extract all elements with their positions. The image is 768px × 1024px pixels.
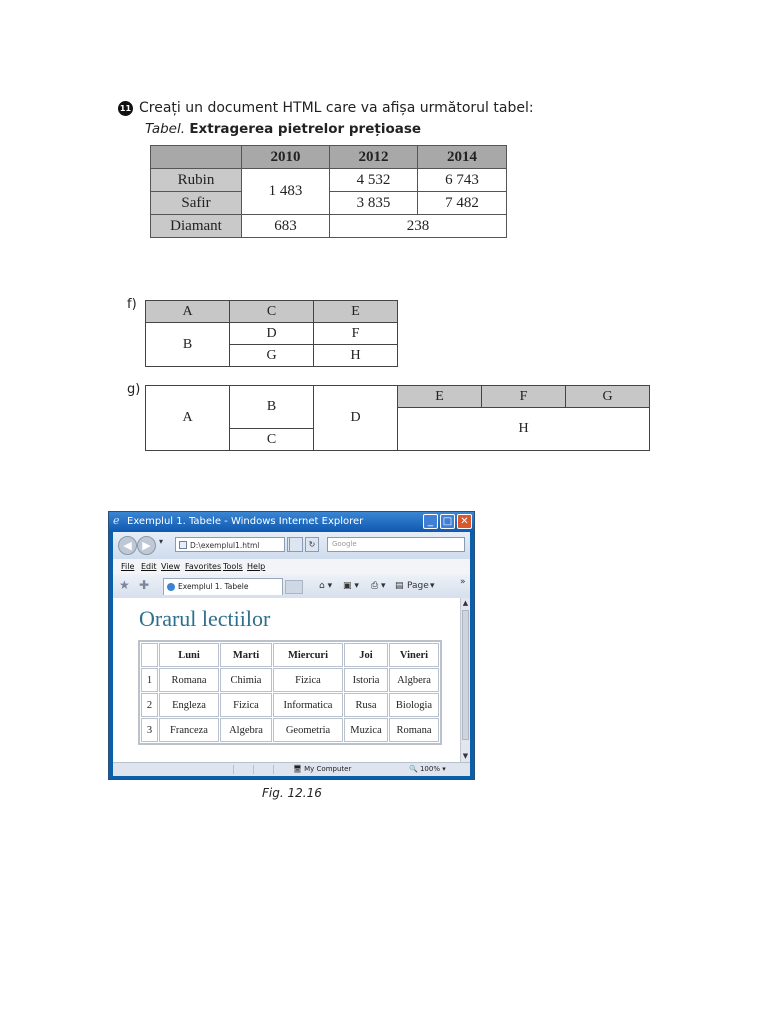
table-cell: Fizica	[220, 693, 272, 717]
table-row	[151, 146, 507, 169]
table-cell: Chimia	[220, 668, 272, 692]
table-cell: A	[146, 301, 230, 323]
spacer	[289, 537, 303, 552]
row-header-rubin: Rubin	[151, 169, 242, 192]
table-f	[145, 300, 398, 367]
scroll-down-icon[interactable]: ▼	[462, 752, 469, 760]
search-input[interactable]: Google	[327, 537, 465, 552]
table-cell: Informatica	[273, 693, 343, 717]
table-cell: Muzica	[344, 718, 388, 742]
exercise-number-badge: 11	[118, 101, 133, 116]
table-cell: Algebra	[220, 718, 272, 742]
page-icon	[179, 541, 187, 549]
page-menu-icon[interactable]: ▤	[395, 581, 404, 591]
day-header: Miercuri	[273, 643, 343, 667]
page-heading: Orarul lectiilor	[139, 606, 271, 631]
window-title: Exemplul 1. Tabele - Windows Internet Explorer	[127, 516, 364, 527]
table-cell: 6 743	[418, 169, 507, 192]
row-header-diamant: Diamant	[151, 215, 242, 238]
table-cell	[141, 643, 158, 667]
address-text: D:\exemplul1.html	[190, 541, 260, 550]
figure-caption: Fig. 12.16	[262, 786, 322, 800]
table-cell: B	[230, 386, 314, 429]
table-cell: Fizica	[273, 668, 343, 692]
table-row	[151, 215, 507, 238]
table-row	[151, 169, 507, 192]
status-bar	[113, 762, 470, 776]
menu-help[interactable]: Help	[247, 562, 266, 571]
table-cell: 7 482	[418, 192, 507, 215]
exercise-11-header	[118, 100, 534, 116]
menu-tools[interactable]: Tools	[223, 562, 243, 571]
table-cell: Biologia	[389, 693, 439, 717]
close-button[interactable]: ✕	[457, 514, 472, 529]
year-header: 2014	[418, 146, 507, 169]
table-cell: H	[314, 345, 398, 367]
table-row	[146, 386, 650, 408]
print-icon[interactable]: ⎙ ▾	[371, 581, 386, 591]
table-cell: E	[398, 386, 482, 408]
browser-body	[113, 532, 470, 775]
menu-edit[interactable]: Edit	[141, 562, 157, 571]
vertical-scrollbar[interactable]	[460, 598, 470, 762]
table-cell: Romana	[159, 668, 219, 692]
back-button[interactable]: ◀	[118, 536, 137, 555]
exercise-11-instruction: Creați un document HTML care va afișa următorul tabel:	[139, 100, 534, 116]
zoom-level: 100%	[419, 765, 440, 773]
status-divider	[253, 765, 254, 774]
table-cell: D	[230, 323, 314, 345]
table-cell: A	[146, 386, 230, 451]
tab-bar	[113, 574, 470, 598]
browser-window	[108, 511, 475, 780]
forward-button[interactable]: ▶	[137, 536, 156, 555]
toolbar-overflow-icon[interactable]: »	[460, 577, 466, 587]
empty-header-cell	[151, 146, 242, 169]
address-input[interactable]	[175, 537, 285, 552]
minimize-button[interactable]: _	[423, 514, 438, 529]
table-g	[145, 385, 650, 451]
table-cell: G	[230, 345, 314, 367]
day-header: Vineri	[389, 643, 439, 667]
security-zone: 🖥 My Computer	[293, 765, 352, 773]
table-cell: Geometria	[273, 718, 343, 742]
table-cell: G	[566, 386, 650, 408]
table-row	[141, 668, 439, 692]
table-cell: B	[146, 323, 230, 367]
ie-tab-icon	[167, 583, 175, 591]
menu-view[interactable]: View	[161, 562, 180, 571]
favorites-star-icon[interactable]: ★	[119, 578, 130, 592]
table-caption	[145, 121, 421, 137]
row-header-safir: Safir	[151, 192, 242, 215]
address-toolbar	[113, 532, 470, 559]
page-dropdown-icon[interactable]: ▾	[430, 581, 435, 591]
year-header: 2010	[242, 146, 330, 169]
exercise-11	[118, 100, 534, 116]
menu-file[interactable]: File	[121, 562, 135, 571]
table-cell: F	[314, 323, 398, 345]
year-header: 2012	[330, 146, 418, 169]
exercise-f-label: f)	[127, 297, 137, 312]
day-header: Marti	[220, 643, 272, 667]
tab-label: Exemplul 1. Tabele	[178, 582, 249, 591]
table-row	[146, 323, 398, 345]
table-cell: C	[230, 301, 314, 323]
menu-favorites[interactable]: Favorites	[185, 562, 222, 571]
row-number: 2	[141, 693, 158, 717]
caption-title: Extragerea pietrelor prețioase	[189, 121, 422, 137]
ie-logo-icon: ℯ	[113, 514, 120, 527]
table-cell: E	[314, 301, 398, 323]
security-zone-label: My Computer	[304, 765, 352, 773]
merged-cell-2012-2014: 238	[330, 215, 507, 238]
gemstones-table	[150, 145, 507, 238]
browser-title-bar	[109, 512, 474, 532]
status-divider	[273, 765, 274, 774]
status-divider	[233, 765, 234, 774]
new-tab-button[interactable]	[285, 580, 303, 594]
table-row	[141, 643, 439, 667]
scroll-thumb[interactable]	[462, 610, 469, 740]
table-cell: 3 835	[330, 192, 418, 215]
table-row	[141, 718, 439, 742]
caption-prefix: Tabel.	[145, 121, 186, 137]
menu-bar	[113, 559, 470, 574]
page-content	[113, 598, 460, 762]
scroll-up-icon[interactable]: ▲	[462, 599, 469, 607]
exercise-g-label: g)	[127, 382, 141, 397]
table-cell: Engleza	[159, 693, 219, 717]
row-number: 3	[141, 718, 158, 742]
merged-cell-2010: 1 483	[242, 169, 330, 215]
table-cell: 683	[242, 215, 330, 238]
history-dropdown-icon[interactable]: ▾	[159, 537, 164, 546]
table-cell: Istoria	[344, 668, 388, 692]
day-header: Joi	[344, 643, 388, 667]
table-cell: F	[482, 386, 566, 408]
table-row	[141, 693, 439, 717]
table-cell: Algbera	[389, 668, 439, 692]
row-number: 1	[141, 668, 158, 692]
feeds-icon[interactable]: ▣ ▾	[343, 581, 359, 591]
table-cell: H	[398, 408, 650, 451]
table-cell: 4 532	[330, 169, 418, 192]
maximize-button[interactable]: □	[440, 514, 455, 529]
table-row	[146, 301, 398, 323]
refresh-button[interactable]: ↻	[305, 537, 319, 552]
table-cell: C	[230, 429, 314, 451]
page-menu-label[interactable]: Page	[407, 581, 429, 591]
zoom-control[interactable]: 🔍 100% ▾	[409, 765, 446, 773]
table-cell: D	[314, 386, 398, 451]
table-cell: Romana	[389, 718, 439, 742]
table-cell: Franceza	[159, 718, 219, 742]
day-header: Luni	[159, 643, 219, 667]
table-cell: Rusa	[344, 693, 388, 717]
tab-exemplul[interactable]	[163, 578, 283, 595]
schedule-table	[138, 640, 442, 745]
add-favorite-icon[interactable]: ✚	[139, 578, 150, 592]
home-icon[interactable]: ⌂ ▾	[319, 581, 333, 591]
